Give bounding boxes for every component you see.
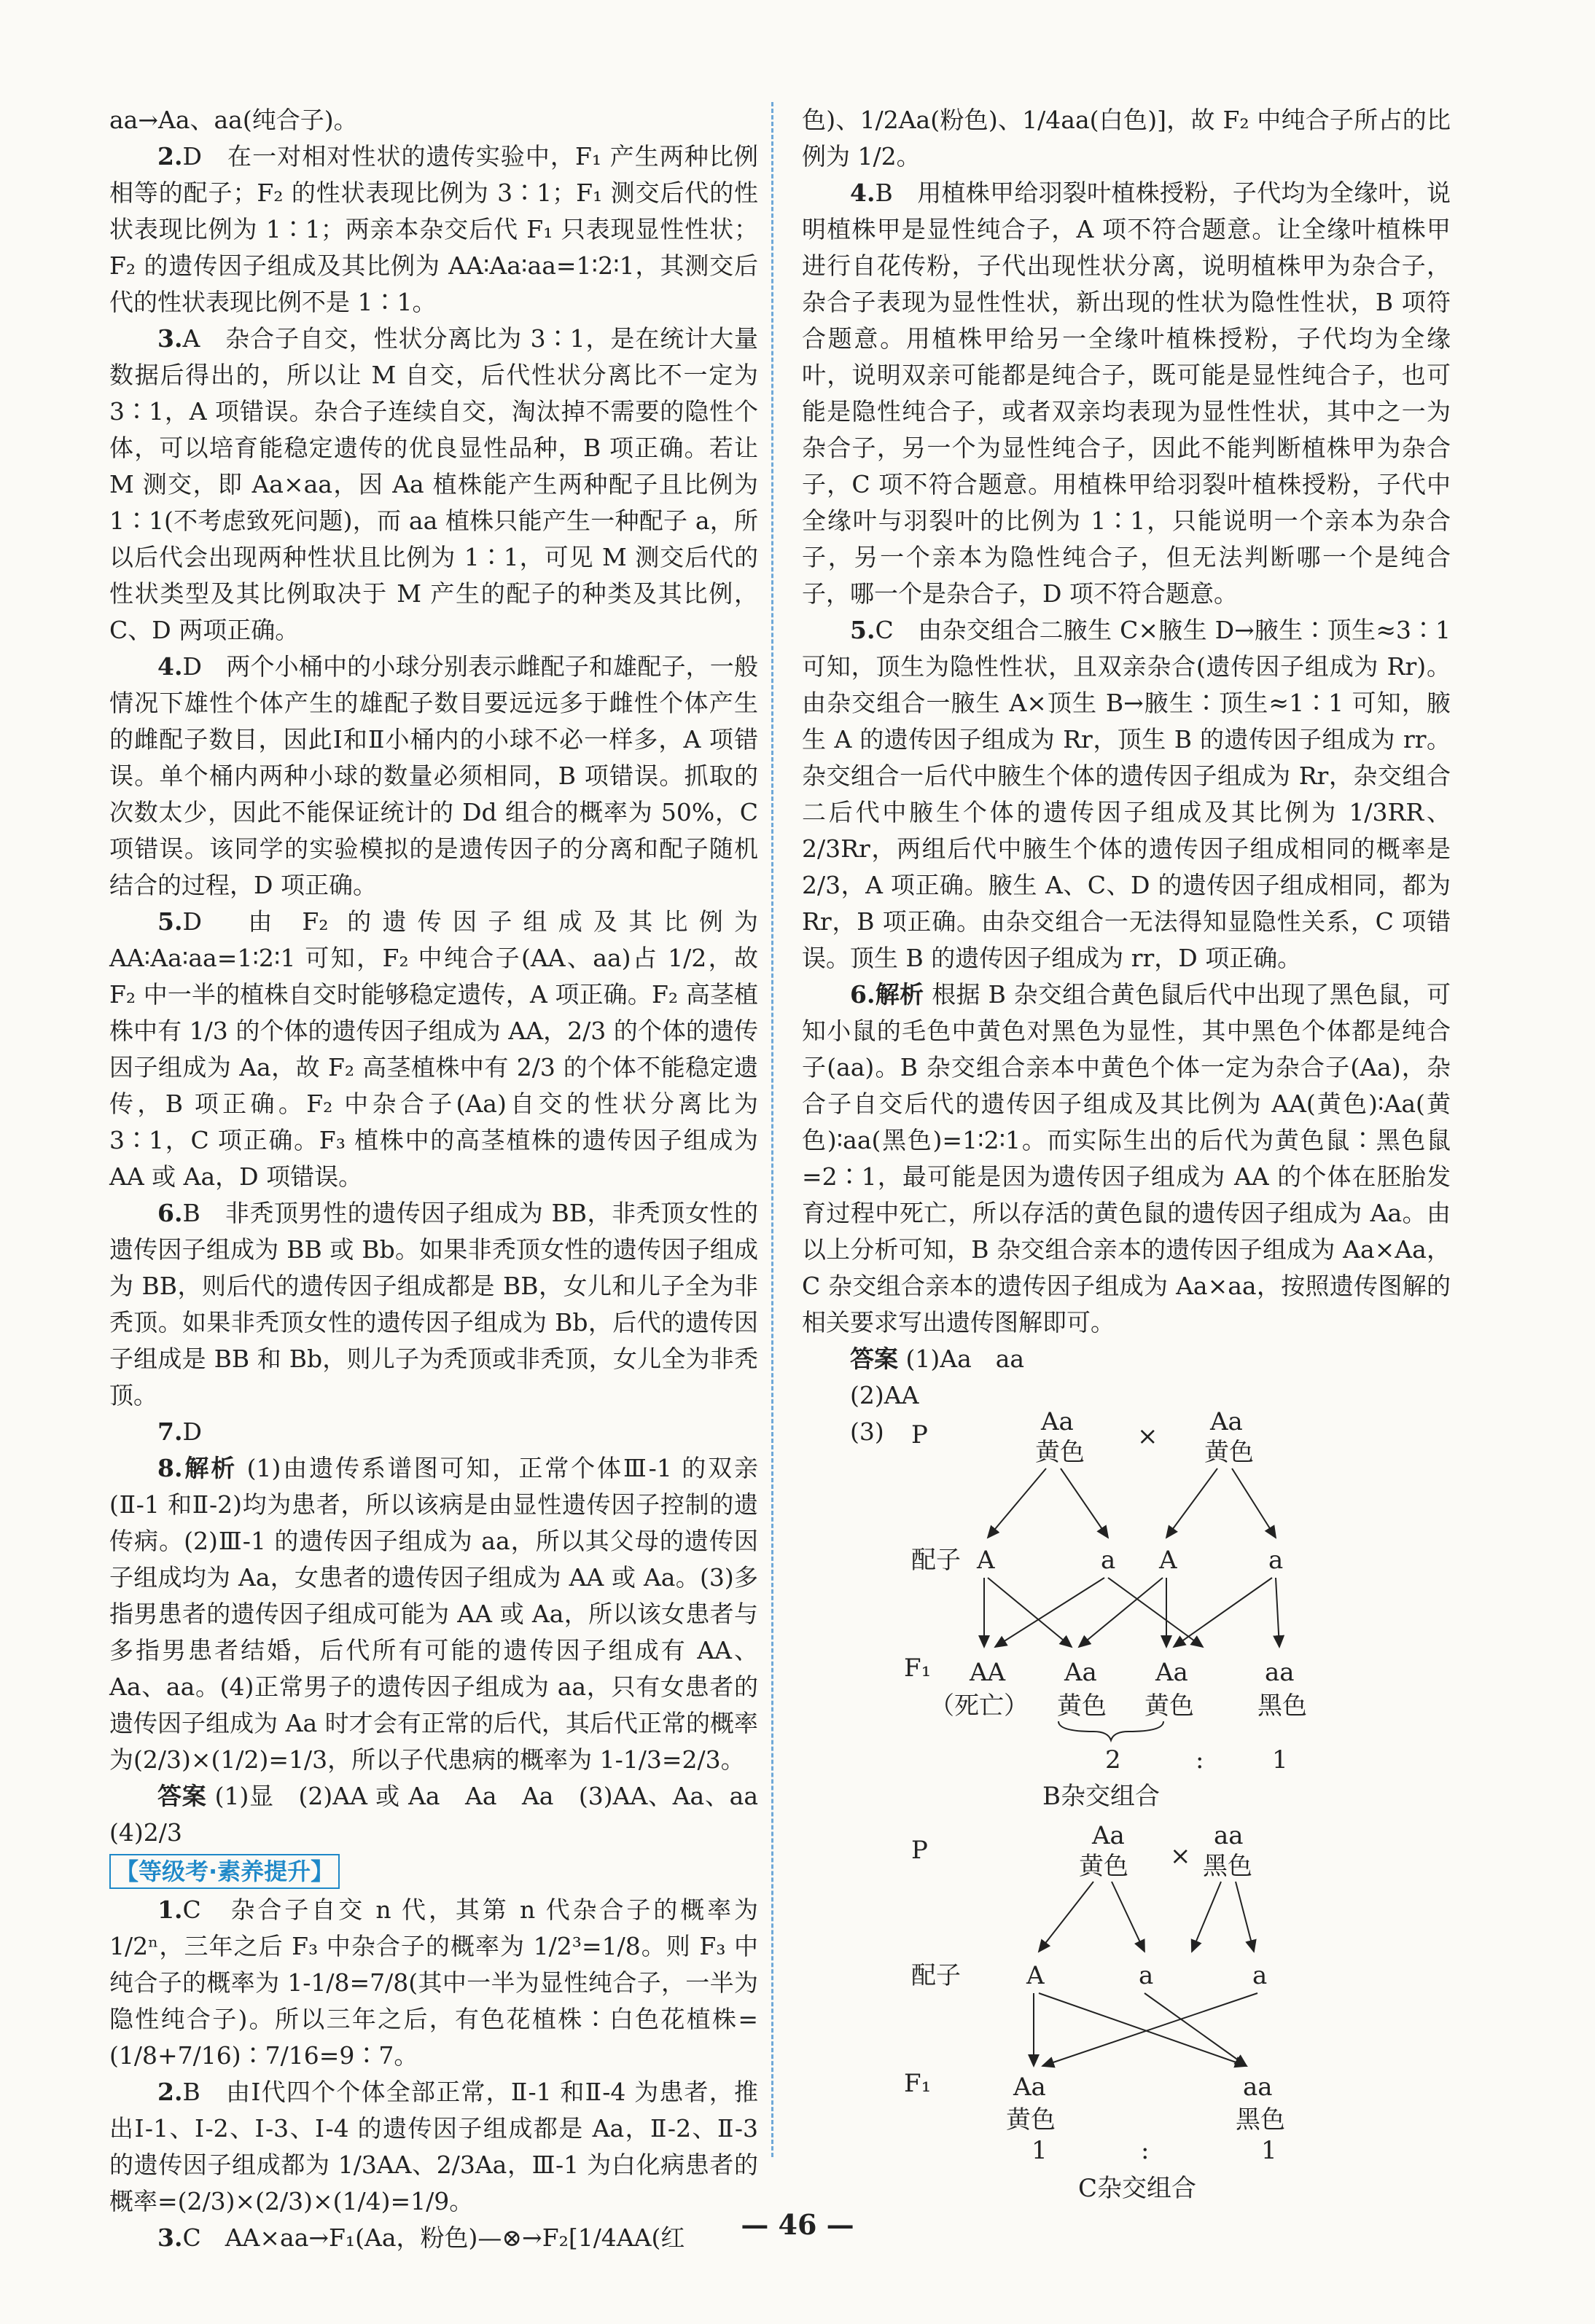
- question-number: 8.: [157, 1454, 183, 1482]
- fertilization-arrows: [984, 1578, 1279, 1647]
- parent1-genotype: Aa: [1092, 1822, 1125, 1850]
- paragraph-text: (1)显 (2)AA 或 Aa Aa Aa (3)AA、Aa、aa (4)2/3: [109, 1782, 783, 1847]
- answer-paragraph: [802, 102, 1451, 175]
- parent1-phenotype: 黄色: [1079, 1852, 1128, 1881]
- cross-diagram-b: [860, 1399, 1414, 1818]
- answer-paragraph: [109, 1892, 758, 2074]
- offspring-4-phenotype: 黑色: [1257, 1691, 1307, 1721]
- offspring-1-genotype: Aa: [1013, 2073, 1046, 2102]
- answer-paragraph: [109, 2074, 758, 2220]
- paragraph-text: (1)由遗传系谱图可知，正常个体Ⅲ-1 的双亲(Ⅱ-1 和Ⅱ-2)均为患者，所以该病是由显性遗传因子控制的遗传病。(2)Ⅲ-1 的遗传因子组成为 aa，所以其父母的遗传因子组成均为 Aa，女患者的遗传因子组成为 AA 或 Aa。(3)多指男患者的遗传因子组成可能为 AA 或 Aa，所以该女患者与多指男患者结婚，后代所有可能的遗传因子组成有 AA、Aa、aa。(4)正常男子的遗传因子组成为 aa，只有女患者的遗传因子组成为 Aa 时才会有正常的后代，其后代正常的概率为(2/3)×(1/2)=1/3，所以子代患病的概率为 1-1/3=2/3。: [109, 1454, 759, 1774]
- answer-paragraph: [802, 612, 1451, 977]
- gamete-a4: a: [1268, 1546, 1284, 1575]
- diagram-c-svg: [860, 1822, 1414, 2186]
- offspring-3-genotype: Aa: [1155, 1658, 1188, 1687]
- paragraph-text: 色)、1/2Aa(粉色)、1/4aa(白色)]，故 F₂ 中纯合子所占的比例为 1/2。: [802, 106, 1451, 171]
- offspring-1-genotype: AA: [970, 1658, 1006, 1687]
- label-f1: F₁: [904, 2069, 932, 2098]
- lead-label: 解析: [875, 980, 924, 1009]
- ratio-1a: 1: [1032, 2136, 1048, 2165]
- lead-label: 解析: [182, 1454, 238, 1482]
- offspring-2-phenotype: 黑色: [1236, 2105, 1285, 2135]
- gamete-a2: a: [1139, 1961, 1154, 1990]
- question-number: 3.: [157, 324, 183, 353]
- ratio-colon: :: [1141, 2136, 1150, 2165]
- paragraph-text: (2)AA: [850, 1381, 919, 1409]
- paragraph-text: C AA×aa→F₁(Aa，粉色)—⊗→F₂[1/4AA(红: [182, 2223, 685, 2252]
- gamete-arrows: [1039, 1882, 1254, 1952]
- ratio-1b: 1: [1261, 2136, 1277, 2165]
- question-number: 3.: [157, 2223, 183, 2252]
- lead-label: 答案: [850, 1345, 898, 1373]
- paragraph-text: (3): [850, 1417, 884, 1446]
- answer-paragraph: [802, 1341, 1451, 1377]
- question-number: 6.: [850, 980, 876, 1009]
- paragraph-text: A 杂合子自交，性状分离比为 3∶1，是在统计大量数据后得出的，所以让 M 自交，后代性状分离比不一定为 3∶1，A 项错误。杂合子连续自交，淘汰掉不需要的隐性个体，可以培育能稳定遗传的优良显性品种，B 项正确。若让 M 测交，即 Aa×aa，因 Aa 植株能产生两种配子且比例为 1∶1(不考虑致死问题)，而 aa 植株只能产生一种配子 a，所以后代会出现两种性状且比例为 1∶1，可见 M 测交后代的性状类型及其比例取决于 M 产生的配子的种类及其比例，C、D 两项正确。: [109, 324, 758, 644]
- answer-paragraph: [109, 904, 758, 1195]
- gamete-a1: A: [1026, 1961, 1045, 1990]
- left-column: [109, 102, 783, 2256]
- label-f1: F₁: [904, 1654, 932, 1683]
- ratio-2: 2: [1105, 1745, 1121, 1775]
- offspring-1-phenotype: 黄色: [1006, 2105, 1056, 2135]
- parent1-genotype: Aa: [1041, 1407, 1074, 1436]
- question-number: 2.: [157, 2078, 183, 2106]
- paragraph-text: D 在一对相对性状的遗传实验中，F₁ 产生两种比例相等的配子；F₂ 的性状表现比例为 3∶1；F₁ 测交后代的性状表现比例为 1∶1；两亲本杂交后代 F₁ 只表现显性性状；F₂ 的遗传因子组成及其比例为 AA∶Aa∶aa=1∶2∶1，其测交后代的性状表现比例不是 1∶1。: [109, 142, 758, 316]
- diagram-b-caption: B杂交组合: [1042, 1782, 1160, 1811]
- question-number: 5.: [850, 616, 876, 644]
- offspring-4-genotype: aa: [1265, 1658, 1295, 1687]
- gamete-a2: a: [1101, 1546, 1116, 1575]
- cross-diagram-c: [860, 1822, 1414, 2203]
- paragraph-text: B 用植株甲给羽裂叶植株授粉，子代均为全缘叶，说明植株甲是显性纯合子，A 项不符合题意。让全缘叶植株甲进行自花传粉，子代出现性状分离，说明植株甲为杂合子，杂合子表现为显性性状，新出现的性状为隐性性状，B 项符合题意。用植株甲给另一全缘叶植株授粉，子代均为全缘叶，说明双亲可能都是纯合子，既可能是显性纯合子，也可能是隐性纯合子，或者双亲均表现为显性性状，其中之一为杂合子，另一个为显性纯合子，因此不能判断植株甲为杂合子，C 项不符合题意。用植株甲给羽裂叶植株授粉，子代中全缘叶与羽裂叶的比例为 1∶1，只能说明一个亲本为杂合子，另一个亲本为隐性纯合子，但无法判断哪一个是纯合子，哪一个是杂合子，D 项不符合题意。: [802, 179, 1451, 608]
- question-number: 5.: [157, 907, 183, 936]
- offspring-1-phenotype: （死亡）: [929, 1691, 1029, 1721]
- offspring-2-phenotype: 黄色: [1057, 1691, 1107, 1721]
- paragraph-text: D 由 F₂ 的遗传因子组成及其比例为 AA∶Aa∶aa=1∶2∶1 可知，F₂ 中纯合子(AA、aa)占 1/2，故 F₂ 中一半的植株自交时能够稳定遗传，A 项正确。F₂ 高茎植株中有 1/3 的个体的遗传因子组成为 AA，2/3 的个体的遗传因子组成为 Aa，故 F₂ 高茎植株中有 2/3 的个体不能稳定遗传，B 项正确。F₂ 中杂合子(Aa)自交的性状分离比为 3∶1，C 项正确。F₃ 植株中的高茎植株的遗传因子组成为 AA 或 Aa，D 项错误。: [109, 907, 758, 1191]
- paragraph-text: C 杂合子自交 n 代，其第 n 代杂合子的概率为 1/2ⁿ，三年之后 F₃ 中杂合子的概率为 1/2³=1/8。则 F₃ 中纯合子的概率为 1-1/8=7/8(其中一半为显性纯合子，一半为隐性纯合子)。所以三年之后，有色花植株∶白色花植株=(1/8+7/16)∶7/16=9∶7。: [109, 1895, 758, 2070]
- question-number: 2.: [157, 142, 183, 171]
- ratio-colon: :: [1196, 1745, 1204, 1775]
- fertilization-arrows: [1034, 1993, 1257, 2066]
- cross-symbol: ×: [1137, 1422, 1158, 1451]
- answer-paragraph: [109, 1195, 758, 1414]
- offspring-3-phenotype: 黄色: [1144, 1691, 1194, 1721]
- answer-paragraph: [109, 649, 758, 904]
- paragraph-text: D: [182, 1417, 202, 1446]
- paragraph-text: (1)Aa aa: [905, 1345, 1025, 1373]
- answer-paragraph: [802, 977, 1451, 1341]
- paragraph-text: aa→Aa、aa(纯合子)。: [109, 106, 358, 134]
- answer-paragraph: [109, 1414, 758, 1450]
- column-divider: [771, 102, 773, 2157]
- question-number: 6.: [157, 1199, 183, 1227]
- gamete-a3: a: [1252, 1961, 1268, 1990]
- question-number: 1.: [157, 1895, 183, 1924]
- ratio-1: 1: [1272, 1745, 1288, 1775]
- paragraph-text: C 由杂交组合二腋生 C×腋生 D→腋生∶顶生≈3∶1 可知，顶生为隐性性状，且双亲杂合(遗传因子组成为 Rr)。由杂交组合一腋生 A×顶生 B→腋生∶顶生≈1∶1 可知，腋生 A 的遗传因子组成为 Rr，顶生 B 的遗传因子组成为 rr。杂交组合一后代中腋生个体的遗传因子组成为 Rr，杂交组合二后代中腋生个体的遗传因子组成及其比例为 1/3RR、2/3Rr，两组后代中腋生个体的遗传因子组成相同的概率是 2/3，A 项正确。腋生 A、C、D 的遗传因子组成相同，都为 Rr，B 项正确。由杂交组合一无法得知显隐性关系，C 项错误。顶生 B 的遗传因子组成为 rr，D 项正确。: [802, 616, 1451, 972]
- lead-label: 答案: [157, 1782, 207, 1810]
- answer-paragraph: [802, 175, 1451, 612]
- diagram-b-svg: [860, 1399, 1414, 1815]
- answer-paragraph: [109, 1778, 783, 1851]
- brace: [1058, 1721, 1163, 1740]
- offspring-2-genotype: aa: [1243, 2073, 1273, 2102]
- parent2-genotype: aa: [1214, 1822, 1244, 1850]
- cross-symbol: ×: [1170, 1842, 1191, 1871]
- answer-paragraph: [109, 102, 758, 138]
- question-number: 7.: [157, 1417, 183, 1446]
- answer-paragraph: [109, 321, 758, 649]
- gamete-a3: A: [1159, 1546, 1177, 1575]
- parent2-genotype: Aa: [1210, 1407, 1243, 1436]
- offspring-2-genotype: Aa: [1064, 1658, 1097, 1687]
- diagram-c-caption: C杂交组合: [1077, 2174, 1196, 2203]
- parent2-phenotype: 黄色: [1204, 1438, 1254, 1467]
- question-number: 4.: [850, 179, 876, 207]
- answer-paragraph: [109, 1450, 758, 1778]
- parent1-phenotype: 黄色: [1035, 1438, 1085, 1467]
- gamete-a1: A: [977, 1546, 995, 1575]
- label-p: P: [911, 1420, 928, 1449]
- label-gametes: 配子: [911, 1961, 961, 1990]
- paragraph-text: 根据 B 杂交组合黄色鼠后代中出现了黑色鼠，可知小鼠的毛色中黄色对黑色为显性，其中黑色个体都是纯合子(aa)。B 杂交组合亲本中黄色个体一定为杂合子(Aa)，杂合子自交后代的遗传因子组成及其比例为 AA(黄色)∶Aa(黄色)∶aa(黑色)=1∶2∶1。而实际生出的后代为黄色鼠∶黑色鼠=2∶1，最可能是因为遗传因子组成为 AA 的个体在胚胎发育过程中死亡，所以存活的黄色鼠的遗传因子组成为 Aa。由以上分析可知，B 杂交组合亲本的遗传因子组成为 Aa×Aa，C 杂交组合亲本的遗传因子组成为 Aa×aa，按照遗传图解的相关要求写出遗传图解即可。: [802, 980, 1451, 1337]
- label-p: P: [911, 1836, 928, 1865]
- parent2-phenotype: 黑色: [1203, 1852, 1252, 1881]
- answer-paragraph: [109, 138, 758, 321]
- right-column: [802, 102, 1451, 1450]
- section-heading: 【等级考·素养提升】: [109, 1854, 340, 1889]
- label-gametes: 配子: [911, 1546, 961, 1575]
- gamete-arrows: [988, 1468, 1276, 1538]
- paragraph-text: B 由Ⅰ代四个个体全部正常，Ⅱ-1 和Ⅱ-4 为患者，推出Ⅰ-1、Ⅰ-2、Ⅰ-3、Ⅰ-4 的遗传因子组成都是 Aa，Ⅱ-2、Ⅱ-3 的遗传因子组成都为 1/3AA、2/3Aa，Ⅲ-1 为白化病患者的概率=(2/3)×(2/3)×(1/4)=1/9。: [109, 2078, 758, 2215]
- question-number: 4.: [157, 652, 183, 681]
- page-number: — 46 —: [741, 2208, 854, 2241]
- paragraph-text: B 非秃顶男性的遗传因子组成为 BB，非秃顶女性的遗传因子组成为 BB 或 Bb。如果非秃顶女性的遗传因子组成为 BB，则后代的遗传因子组成都是 BB，女儿和儿子全为非秃顶。如果非秃顶女性的遗传因子组成为 Bb，后代的遗传因子组成是 BB 和 Bb，则儿子为秃顶或非秃顶，女儿全为非秃顶。: [109, 1199, 758, 1409]
- paragraph-text: D 两个小桶中的小球分别表示雌配子和雄配子，一般情况下雄性个体产生的雄配子数目要远远多于雌性个体产生的雌配子数目，因此Ⅰ和Ⅱ小桶内的小球不必一样多，A 项错误。单个桶内两种小球的数量必须相同，B 项错误。抓取的次数太少，因此不能保证统计的 Dd 组合的概率为 50%，C 项错误。该同学的实验模拟的是遗传因子的分离和配子随机结合的过程，D 项正确。: [109, 652, 758, 899]
